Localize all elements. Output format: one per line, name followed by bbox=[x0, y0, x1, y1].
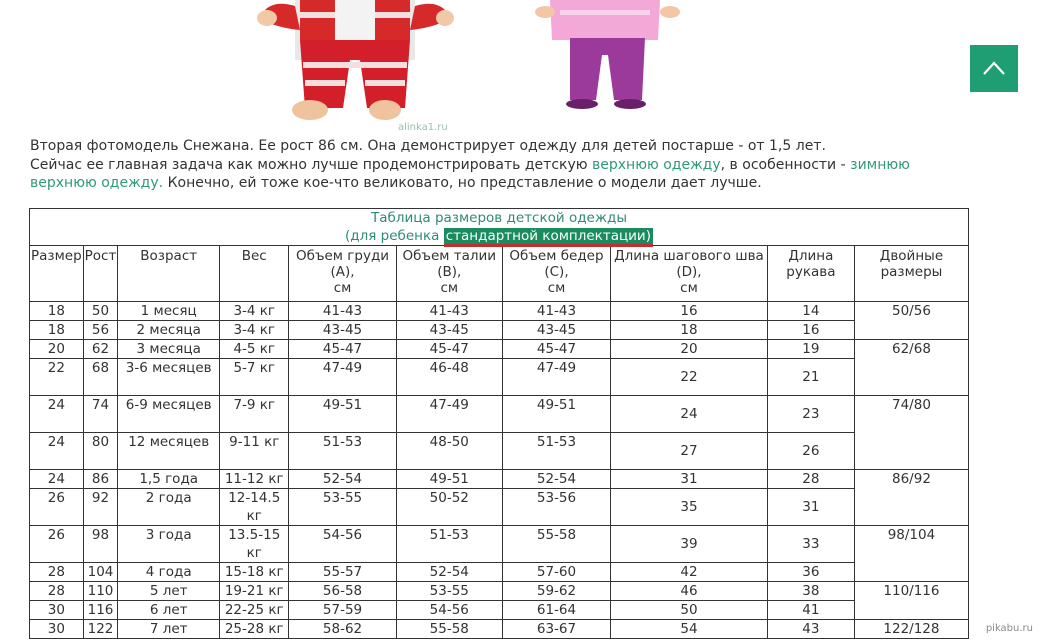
cell-size: 24 bbox=[30, 470, 84, 489]
cell-height: 92 bbox=[83, 489, 118, 526]
cell-hips: 43-45 bbox=[502, 321, 610, 340]
cell-chest: 47-49 bbox=[289, 359, 396, 396]
table-row bbox=[30, 340, 969, 359]
header-hips bbox=[502, 246, 610, 302]
cell-size: 22 bbox=[30, 359, 84, 396]
header-chest-l2: (A), bbox=[330, 264, 355, 280]
cell-age: 2 месяца bbox=[118, 321, 220, 340]
cell-inseam: 39 bbox=[611, 526, 768, 563]
cell-size: 24 bbox=[30, 396, 84, 433]
header-hips-l3: см bbox=[547, 280, 566, 296]
cell-height: 122 bbox=[83, 620, 118, 639]
cell-inseam: 27 bbox=[611, 433, 768, 470]
cell-size: 30 bbox=[30, 620, 84, 639]
cell-hips: 57-60 bbox=[502, 563, 610, 582]
table-row bbox=[30, 302, 969, 321]
doll-photo-red-outfit bbox=[255, 0, 455, 132]
cell-inseam: 20 bbox=[611, 340, 768, 359]
cell-double-size: 110/116 bbox=[854, 582, 968, 620]
header-chest bbox=[289, 246, 396, 302]
header-chest-l3: см bbox=[333, 280, 352, 296]
cell-sleeve: 31 bbox=[767, 489, 854, 526]
cell-sleeve: 23 bbox=[767, 396, 854, 433]
table-row bbox=[30, 396, 969, 433]
cell-weight: 7-9 кг bbox=[220, 396, 289, 433]
cell-sleeve: 33 bbox=[767, 526, 854, 563]
cell-waist: 54-56 bbox=[396, 601, 502, 620]
cell-age: 6 лет bbox=[118, 601, 220, 620]
standard-build-highlight: стандартной комплектации) bbox=[444, 228, 653, 247]
cell-height: 68 bbox=[83, 359, 118, 396]
cell-hips: 63-67 bbox=[502, 620, 610, 639]
cell-height: 74 bbox=[83, 396, 118, 433]
cell-chest: 51-53 bbox=[289, 433, 396, 470]
cell-inseam: 22 bbox=[611, 359, 768, 396]
cell-inseam: 50 bbox=[611, 601, 768, 620]
header-waist-l2: (B), bbox=[437, 264, 462, 280]
header-sleeve bbox=[767, 246, 854, 302]
cell-weight: 11-12 кг bbox=[220, 470, 289, 489]
cell-size: 28 bbox=[30, 563, 84, 582]
cell-chest: 58-62 bbox=[289, 620, 396, 639]
cell-size: 26 bbox=[30, 526, 84, 563]
cell-waist: 43-45 bbox=[396, 321, 502, 340]
cell-height: 86 bbox=[83, 470, 118, 489]
cell-chest: 49-51 bbox=[289, 396, 396, 433]
table-row bbox=[30, 620, 969, 639]
header-sleeve-l1: Длина bbox=[788, 248, 834, 264]
cell-hips: 45-47 bbox=[502, 340, 610, 359]
cell-double-size: 122/128 bbox=[854, 620, 968, 639]
cell-size: 20 bbox=[30, 340, 84, 359]
cell-height: 50 bbox=[83, 302, 118, 321]
cell-chest: 53-55 bbox=[289, 489, 396, 526]
header-size: Размер bbox=[30, 246, 84, 302]
header-height: Рост bbox=[83, 246, 118, 302]
cell-double-size: 74/80 bbox=[854, 396, 968, 470]
cell-waist: 48-50 bbox=[396, 433, 502, 470]
table-row bbox=[30, 321, 969, 340]
cell-hips: 59-62 bbox=[502, 582, 610, 601]
cell-weight: 25-28 кг bbox=[220, 620, 289, 639]
table-body bbox=[30, 302, 969, 639]
cell-chest: 56-58 bbox=[289, 582, 396, 601]
winter-outerwear-link[interactable]: зимнюю верхнюю одежду. bbox=[30, 156, 910, 191]
cell-inseam: 35 bbox=[611, 489, 768, 526]
cell-sleeve: 21 bbox=[767, 359, 854, 396]
cell-age: 5 лет bbox=[118, 582, 220, 601]
cell-sleeve: 38 bbox=[767, 582, 854, 601]
cell-weight: 12-14.5 кг bbox=[220, 489, 289, 526]
cell-hips: 61-64 bbox=[502, 601, 610, 620]
table-row bbox=[30, 470, 969, 489]
table-row bbox=[30, 526, 969, 563]
cell-age: 3 месяца bbox=[118, 340, 220, 359]
table-row bbox=[30, 582, 969, 601]
cell-size: 28 bbox=[30, 582, 84, 601]
cell-weight: 9-11 кг bbox=[220, 433, 289, 470]
cell-waist: 55-58 bbox=[396, 620, 502, 639]
cell-inseam: 24 bbox=[611, 396, 768, 433]
caption-prefix: (для ребенка bbox=[345, 228, 440, 244]
cell-inseam: 46 bbox=[611, 582, 768, 601]
cell-sleeve: 26 bbox=[767, 433, 854, 470]
cell-inseam: 31 bbox=[611, 470, 768, 489]
cell-double-size: 62/68 bbox=[854, 340, 968, 396]
cell-age: 12 месяцев bbox=[118, 433, 220, 470]
cell-hips: 51-53 bbox=[502, 433, 610, 470]
chevron-up-icon bbox=[982, 58, 1006, 78]
cell-size: 24 bbox=[30, 433, 84, 470]
scroll-to-top-button[interactable] bbox=[970, 45, 1018, 92]
table-row bbox=[30, 433, 969, 470]
cell-chest: 55-57 bbox=[289, 563, 396, 582]
cell-age: 2 года bbox=[118, 489, 220, 526]
table-caption-subtitle bbox=[31, 227, 967, 245]
cell-age: 6-9 месяцев bbox=[118, 396, 220, 433]
cell-chest: 57-59 bbox=[289, 601, 396, 620]
header-waist-l3: см bbox=[440, 280, 459, 296]
cell-height: 56 bbox=[83, 321, 118, 340]
cell-height: 104 bbox=[83, 563, 118, 582]
header-inseam-l3: см bbox=[680, 280, 698, 296]
cell-weight: 4-5 кг bbox=[220, 340, 289, 359]
cell-hips: 55-58 bbox=[502, 526, 610, 563]
cell-weight: 3-4 кг bbox=[220, 302, 289, 321]
cell-double-size: 86/92 bbox=[854, 470, 968, 526]
cell-hips: 49-51 bbox=[502, 396, 610, 433]
intro-text bbox=[30, 137, 970, 193]
cell-sleeve: 36 bbox=[767, 563, 854, 582]
cell-inseam: 16 bbox=[611, 302, 768, 321]
header-inseam-l2: (D), bbox=[676, 264, 702, 280]
cell-chest: 45-47 bbox=[289, 340, 396, 359]
header-double bbox=[854, 246, 968, 302]
header-hips-l2: (C), bbox=[544, 264, 569, 280]
intro-text-end: Конечно, ей тоже кое-что великовато, но представление о модели дает лучше. bbox=[167, 175, 762, 191]
cell-weight: 3-4 кг bbox=[220, 321, 289, 340]
site-watermark: pikabu.ru bbox=[985, 623, 1033, 634]
cell-inseam: 42 bbox=[611, 563, 768, 582]
table-row bbox=[30, 563, 969, 582]
cell-waist: 52-54 bbox=[396, 563, 502, 582]
header-double-l2: размеры bbox=[880, 264, 943, 280]
table-row bbox=[30, 601, 969, 620]
cell-hips: 52-54 bbox=[502, 470, 610, 489]
size-table bbox=[29, 208, 969, 639]
cell-hips: 47-49 bbox=[502, 359, 610, 396]
cell-chest: 41-43 bbox=[289, 302, 396, 321]
cell-double-size: 98/104 bbox=[854, 526, 968, 582]
cell-hips: 53-56 bbox=[502, 489, 610, 526]
intro-line-1: Вторая фотомодель Снежана. Ее рост 86 см. Она демонстрирует одежду для детей постарше - от 1,5 лет. bbox=[30, 138, 826, 154]
cell-chest: 52-54 bbox=[289, 470, 396, 489]
header-sleeve-l2: рукава bbox=[786, 264, 836, 280]
header-waist bbox=[396, 246, 502, 302]
cell-waist: 45-47 bbox=[396, 340, 502, 359]
cell-age: 1 месяц bbox=[118, 302, 220, 321]
cell-waist: 51-53 bbox=[396, 526, 502, 563]
table-caption bbox=[30, 209, 969, 246]
cell-weight: 19-21 кг bbox=[220, 582, 289, 601]
cell-waist: 46-48 bbox=[396, 359, 502, 396]
cell-sleeve: 28 bbox=[767, 470, 854, 489]
cell-hips: 41-43 bbox=[502, 302, 610, 321]
table-row bbox=[30, 359, 969, 396]
cell-height: 110 bbox=[83, 582, 118, 601]
cell-age: 3 года bbox=[118, 526, 220, 563]
cell-chest: 43-45 bbox=[289, 321, 396, 340]
header-weight: Вес bbox=[220, 246, 289, 302]
cell-size: 30 bbox=[30, 601, 84, 620]
cell-sleeve: 19 bbox=[767, 340, 854, 359]
cell-age: 7 лет bbox=[118, 620, 220, 639]
cell-weight: 5-7 кг bbox=[220, 359, 289, 396]
header-inseam bbox=[611, 246, 768, 302]
cell-sleeve: 16 bbox=[767, 321, 854, 340]
header-age: Возраст bbox=[118, 246, 220, 302]
header-hips-l1: Объем бедер bbox=[509, 248, 604, 264]
cell-waist: 41-43 bbox=[396, 302, 502, 321]
cell-height: 116 bbox=[83, 601, 118, 620]
cell-sleeve: 14 bbox=[767, 302, 854, 321]
cell-size: 18 bbox=[30, 321, 84, 340]
cell-weight: 13.5-15 кг bbox=[220, 526, 289, 563]
table-row bbox=[30, 489, 969, 526]
header-chest-l1: Объем груди bbox=[296, 248, 390, 264]
outerwear-link[interactable]: верхнюю одежду bbox=[592, 156, 721, 173]
cell-height: 80 bbox=[83, 433, 118, 470]
cell-sleeve: 41 bbox=[767, 601, 854, 620]
cell-waist: 47-49 bbox=[396, 396, 502, 433]
header-double-l1: Двойные bbox=[879, 248, 944, 264]
photo-watermark: alinka1.ru bbox=[398, 122, 448, 133]
cell-inseam: 54 bbox=[611, 620, 768, 639]
cell-inseam: 18 bbox=[611, 321, 768, 340]
header-waist-l1: Объем талии bbox=[402, 248, 497, 264]
intro-text-start: Сейчас ее главная задача как можно лучше продемонстрировать детскую bbox=[30, 156, 588, 173]
cell-waist: 49-51 bbox=[396, 470, 502, 489]
table-caption-title: Таблица размеров детской одежды bbox=[370, 210, 628, 226]
cell-waist: 53-55 bbox=[396, 582, 502, 601]
photo-strip bbox=[0, 0, 1041, 132]
cell-age: 3-6 месяцев bbox=[118, 359, 220, 396]
intro-line-2 bbox=[30, 156, 970, 193]
cell-height: 62 bbox=[83, 340, 118, 359]
cell-age: 4 года bbox=[118, 563, 220, 582]
cell-size: 18 bbox=[30, 302, 84, 321]
cell-waist: 50-52 bbox=[396, 489, 502, 526]
table-header-row bbox=[30, 246, 969, 302]
cell-weight: 15-18 кг bbox=[220, 563, 289, 582]
cell-chest: 54-56 bbox=[289, 526, 396, 563]
header-inseam-l1: Длина шагового шва bbox=[614, 248, 764, 264]
intro-text-mid: , в особенности - bbox=[720, 156, 846, 173]
cell-weight: 22-25 кг bbox=[220, 601, 289, 620]
cell-double-size: 50/56 bbox=[854, 302, 968, 340]
cell-height: 98 bbox=[83, 526, 118, 563]
cell-size: 26 bbox=[30, 489, 84, 526]
doll-photo-pink-outfit bbox=[530, 0, 680, 110]
cell-age: 1,5 года bbox=[118, 470, 220, 489]
cell-sleeve: 43 bbox=[767, 620, 854, 639]
